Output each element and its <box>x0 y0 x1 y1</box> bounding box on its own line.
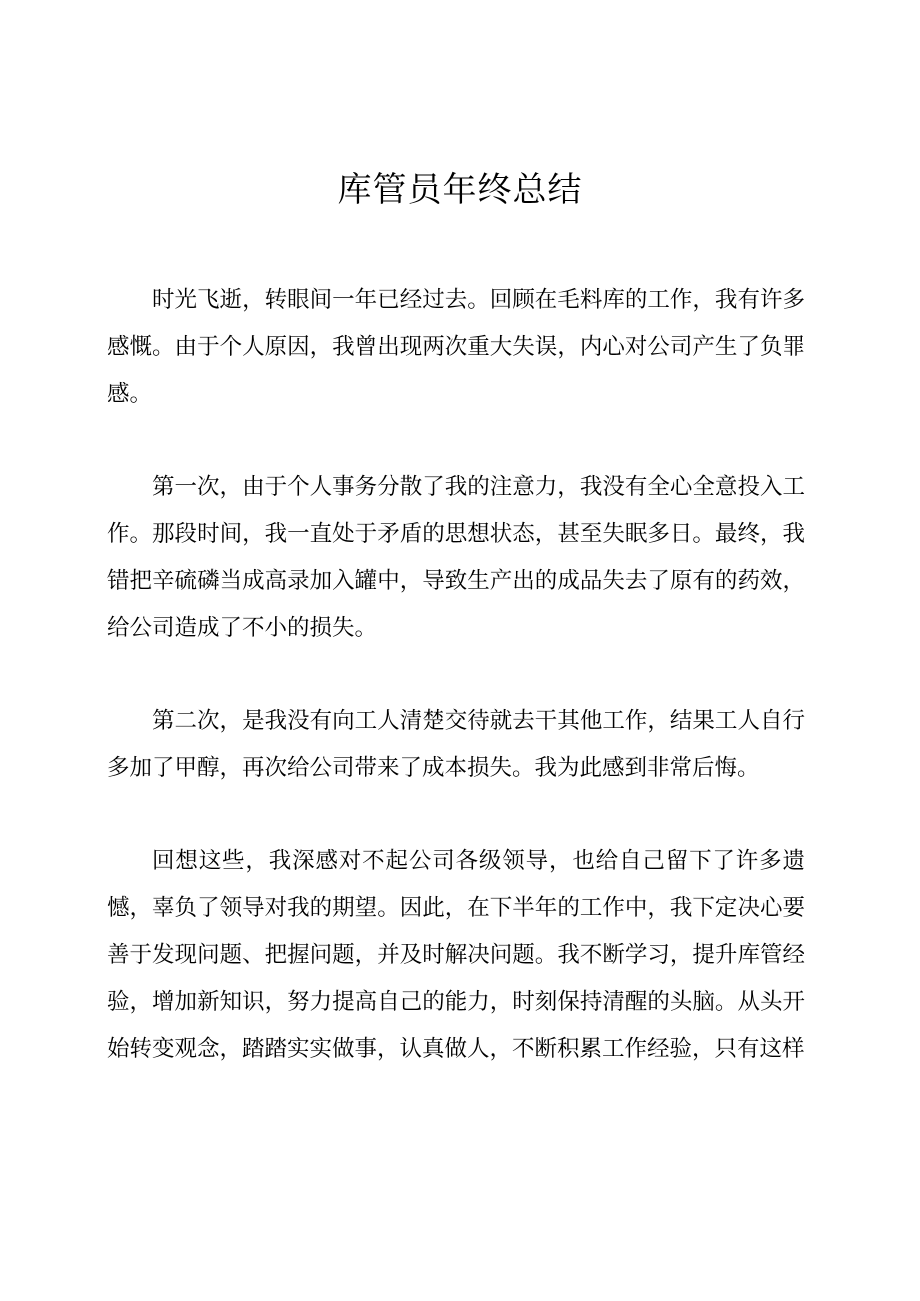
document-body <box>107 277 805 1073</box>
paragraph-4: 回想这些，我深感对不起公司各级领导，也给自己留下了许多遗憾，辜负了领导对我的期望。因此，在下半年的工作中，我下定决心要善于发现问题、把握问题，并及时解决问题。我不断学习，提升库管经验，增加新知识，努力提高自己的能力，时刻保持清醒的头脑。从头开始转变观念，踏踏实实做事，认真做人，不断积累工作经验，只有这样 <box>107 848 805 1062</box>
paragraph-2: 第一次，由于个人事务分散了我的注意力，我没有全心全意投入工作。那段时间，我一直处于矛盾的思想状态，甚至失眠多日。最终，我错把辛硫磷当成高录加入罐中，导致生产出的成品失去了原有的药效，给公司造成了不小的损失。 <box>107 474 805 641</box>
document-title: 库管员年终总结 <box>337 170 583 210</box>
paragraph-1: 时光飞逝，转眼间一年已经过去。回顾在毛料库的工作，我有许多感慨。由于个人原因，我曾出现两次重大失误，内心对公司产生了负罪感。 <box>107 287 805 407</box>
paragraph-3: 第二次，是我没有向工人清楚交待就去干其他工作，结果工人自行多加了甲醇，再次给公司带来了成本损失。我为此感到非常后悔。 <box>107 708 805 781</box>
